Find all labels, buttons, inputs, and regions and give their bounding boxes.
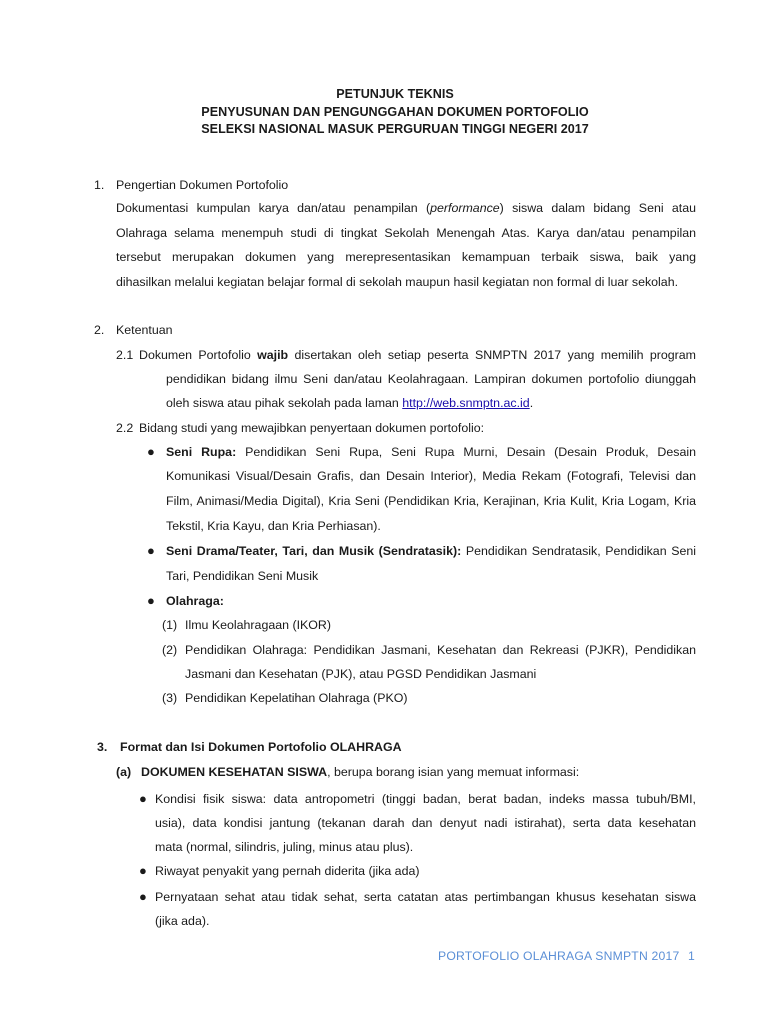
olahraga-item-1: Ilmu Keolahragaan (IKOR) (185, 618, 332, 632)
item-2-1-line-1: Dokumen Portofolio wajib disertakan oleh setiap peserta SNMPTN 2017 yang memilih program (139, 348, 696, 362)
seni-rupa-line-2: Komunikasi Visual/Desain Grafis, dan Desain Interior), Media Rekam (Fotografi, Televisi dan (166, 469, 696, 483)
kondisi-fisik-line-1: Kondisi fisik siswa: data antropometri (tinggi badan, berat badan, indeks massa tubuh/BMI, (155, 792, 696, 806)
doc-title-line-2: PENYUSUNAN DAN PENGUNGGAHAN DOKUMEN PORTOFOLIO (201, 105, 589, 119)
olahraga-item-3: Pendidikan Kepelatihan Olahraga (PKO) (185, 691, 408, 705)
kondisi-fisik-line-2: usia), data kondisi jantung (tekanan darah dan denyut nadi istirahat), serta data kesehatan (155, 816, 696, 830)
section-1-paragraph-line-2: Olahraga selama menempuh studi di tingkat Sekolah Menengah Atas. Karya dan/atau penampilan (116, 226, 696, 240)
bullet-icon: ● (139, 889, 147, 904)
section-1-paragraph-line-3: tersebut merupakan dokumen yang merepresentasikan kemampuan terbaik siswa, baik yang (116, 250, 696, 264)
section-1-heading: Pengertian Dokumen Portofolio (116, 178, 289, 192)
olahraga-item-2-number: (2) (162, 643, 178, 657)
olahraga-item-3-number: (3) (162, 691, 178, 705)
riwayat-penyakit: Riwayat penyakit yang pernah diderita (jika ada) (155, 864, 420, 878)
section-3-number: 3. (97, 740, 108, 754)
olahraga-item-2-line-2: Jasmani dan Kesehatan (PJK), atau PGSD Pendidikan Jasmani (185, 667, 537, 681)
section-1-paragraph-line-1: Dokumentasi kumpulan karya dan/atau penampilan (performance) siswa dalam bidang Seni atau (116, 201, 696, 215)
footer-title: PORTOFOLIO OLAHRAGA SNMPTN 2017 (438, 949, 680, 963)
section-2-number: 2. (94, 323, 105, 337)
sendratasik-line-2: Tari, Pendidikan Seni Musik (166, 569, 319, 583)
olahraga-heading: Olahraga: (166, 594, 224, 608)
bullet-icon: ● (147, 444, 155, 459)
snmptn-link[interactable]: http://web.snmptn.ac.id (402, 396, 530, 410)
pernyataan-sehat-line-2: (jika ada). (155, 914, 210, 928)
item-2-1-line-3: oleh siswa atau pihak sekolah pada laman http://web.snmptn.ac.id. (166, 396, 534, 410)
item-2-2-number: 2.2 (116, 421, 134, 435)
pernyataan-sehat-line-1: Pernyataan sehat atau tidak sehat, serta catatan atas pertimbangan khusus kesehatan siswa (155, 890, 696, 904)
section-1-number: 1. (94, 178, 105, 192)
bullet-icon: ● (139, 863, 147, 878)
kondisi-fisik-line-3: mata (normal, silindris, juling, minus atau plus). (155, 840, 414, 854)
bullet-icon: ● (147, 593, 155, 608)
item-2-1-line-2: pendidikan bidang ilmu Seni dan/atau Keolahragaan. Lampiran dokumen portofolio diunggah (166, 372, 696, 386)
seni-rupa-line-3: Film, Animasi/Media Digital), Kria Seni (Pendidikan Kria, Kerajinan, Kria Kulit, Kria Logam, Kria (166, 494, 696, 508)
doc-title-line-1: PETUNJUK TEKNIS (336, 87, 454, 101)
section-1-paragraph-line-4: dihasilkan melalui kegiatan belajar formal di sekolah maupun hasil kegiatan non formal di luar sekolah. (116, 275, 679, 289)
olahraga-item-1-number: (1) (162, 618, 178, 632)
section-3-heading: Format dan Isi Dokumen Portofolio OLAHRAGA (120, 740, 402, 754)
subsection-a-text: DOKUMEN KESEHATAN SISWA, berupa borang isian yang memuat informasi: (141, 765, 580, 779)
seni-rupa-line-1: Seni Rupa: Pendidikan Seni Rupa, Seni Rupa Murni, Desain (Desain Produk, Desain (166, 445, 697, 459)
item-2-1-number: 2.1 (116, 348, 134, 362)
doc-title-line-3: SELEKSI NASIONAL MASUK PERGURUAN TINGGI NEGERI 2017 (201, 122, 589, 136)
bullet-icon: ● (147, 543, 155, 558)
page-number: 1 (688, 949, 695, 963)
bullet-icon: ● (139, 791, 147, 806)
olahraga-item-2-line-1: Pendidikan Olahraga: Pendidikan Jasmani, Kesehatan dan Rekreasi (PJKR), Pendidikan (185, 643, 696, 657)
seni-rupa-line-4: Tekstil, Kria Kayu, dan Kria Perhiasan). (166, 519, 381, 533)
item-2-2-text: Bidang studi yang mewajibkan penyertaan dokumen portofolio: (139, 421, 485, 435)
sendratasik-line-1: Seni Drama/Teater, Tari, dan Musik (Sendratasik): Pendidikan Sendratasik, Pendidikan Seni (166, 544, 696, 558)
subsection-a-label: (a) (116, 765, 132, 779)
section-2-heading: Ketentuan (116, 323, 173, 337)
